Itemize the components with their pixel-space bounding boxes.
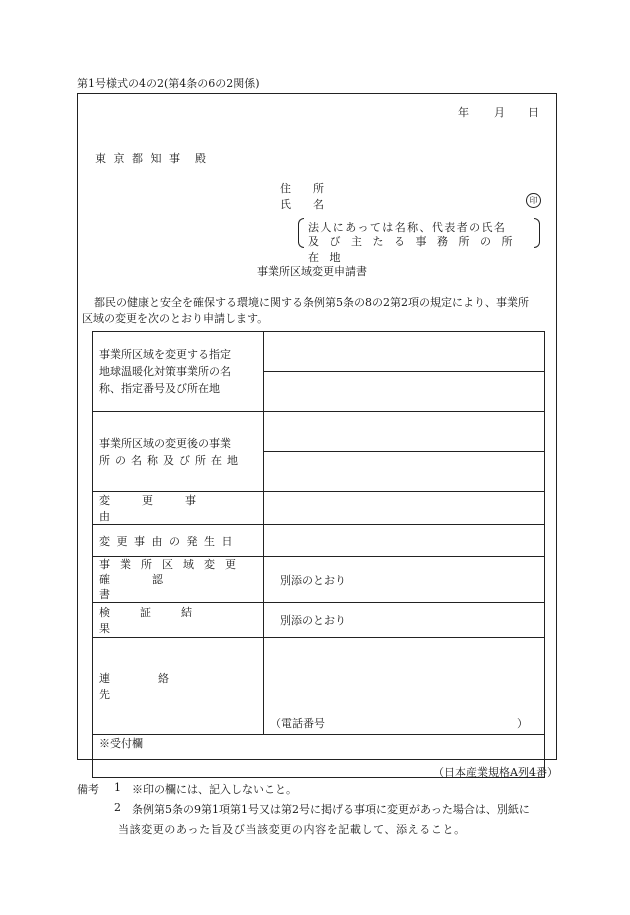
label-reason-date: 変更事由の発生日 <box>93 525 264 557</box>
label-reason: 変更事由 <box>93 492 264 525</box>
remark-1-number: 1 <box>114 781 121 794</box>
remark-1-text: ※印の欄には、記入しないこと。 <box>132 783 297 796</box>
remark-2-number: 2 <box>114 801 121 814</box>
input-designated-1[interactable] <box>264 332 545 372</box>
phone-line: （電話番号 ） <box>270 717 528 730</box>
applicant-note <box>298 218 540 264</box>
addressee: 東 京 都 知 事 殿 <box>95 152 208 165</box>
input-contact[interactable] <box>264 638 545 735</box>
note-line-1: 法人にあっては名称、代表者の氏名 <box>308 221 507 234</box>
application-table <box>92 331 545 778</box>
document-title: 事業所区域変更申請書 <box>257 265 367 278</box>
remarks-label: 備考 <box>77 783 99 796</box>
body-text-1: 都民の健康と安全を確保する環境に関する条例第5条の8の2第2項の規定により、事業所 <box>94 296 529 309</box>
body-text-2: 区域の変更を次のとおり申請します。 <box>82 312 269 325</box>
label-contact: 連絡先 <box>93 638 264 735</box>
label-verification: 検証結果 <box>93 603 264 638</box>
input-reason[interactable] <box>264 492 545 525</box>
input-after-2[interactable] <box>264 452 545 492</box>
remark-2-text-line1: 条例第5条の9第1項第1号又は第2号に掲げる事項に変更があった場合は、別紙に <box>132 803 530 816</box>
date-month: 月 <box>494 106 505 119</box>
confirmation-value: 別添のとおり <box>264 557 545 603</box>
form-title: 第1号様式の4の2(第4条の6の2関係) <box>77 77 260 90</box>
date-day: 日 <box>528 106 539 119</box>
bracket-left <box>298 218 304 248</box>
note-line-2: 及び主たる事務所の所在地 <box>308 235 523 264</box>
remark-2-text-line2: 当該変更のあった旨及び当該変更の内容を記載して、添えること。 <box>118 823 466 836</box>
address-label: 住 所 <box>280 182 324 195</box>
receipt-field: ※受付欄 <box>93 735 545 778</box>
date-year: 年 <box>458 106 469 119</box>
name-label: 氏 名 <box>280 198 324 211</box>
input-after-1[interactable] <box>264 412 545 452</box>
paper-size-note: （日本産業規格A列4番） <box>433 766 558 779</box>
label-confirmation: 事業所区域変更 確認書 <box>93 557 264 603</box>
input-designated-2[interactable] <box>264 372 545 412</box>
verification-value: 別添のとおり <box>264 603 545 638</box>
input-reason-date[interactable] <box>264 525 545 557</box>
bracket-right <box>534 218 540 248</box>
seal-mark: 印 <box>526 193 541 208</box>
label-after-change: 事業所区域の変更後の事業 所の名称及び所在地 <box>93 412 264 492</box>
label-designated-site: 事業所区域を変更する指定 地球温暖化対策事業所の名 称、指定番号及び所在地 <box>93 332 264 412</box>
